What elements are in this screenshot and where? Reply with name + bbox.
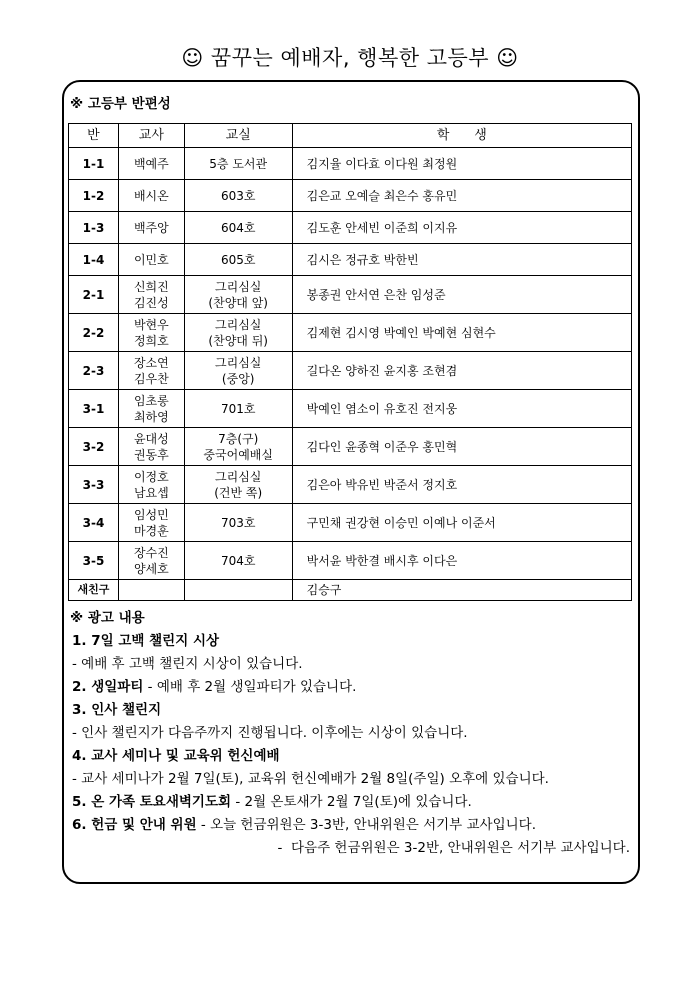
room-name: 605호 <box>220 252 256 267</box>
room-cell <box>184 276 292 314</box>
notice-line <box>72 791 632 814</box>
table-row <box>69 244 632 276</box>
room-cell <box>184 504 292 542</box>
room-name: 704호 <box>220 553 256 568</box>
teacher-cell <box>118 352 184 390</box>
students-cell: 봉종권 안서연 은찬 임성준 <box>292 276 631 314</box>
students-cell: 김제현 김시영 박예인 박예현 심현수 <box>292 314 631 352</box>
teacher-name: 장수진 <box>133 545 169 560</box>
teacher-cell <box>118 148 184 180</box>
teacher-name: 백주앙 <box>133 220 169 235</box>
room-cell <box>184 244 292 276</box>
table-header-row <box>69 124 632 148</box>
room-cell <box>184 180 292 212</box>
students-cell: 김도훈 안세빈 이준희 이지유 <box>292 212 631 244</box>
room-name: 603호 <box>220 188 256 203</box>
notices-list <box>72 630 632 860</box>
teacher-cell <box>118 212 184 244</box>
page-title: ☺ 꿈꾸는 예배자, 행복한 고등부 ☺ <box>181 46 519 70</box>
teacher-name: 박현우 <box>133 317 169 332</box>
teacher-name: 마경훈 <box>133 523 169 538</box>
table-row <box>69 504 632 542</box>
teacher-name: 이정호 <box>133 469 169 484</box>
teacher-name: 배시온 <box>133 188 169 203</box>
students-cell: 박서윤 박한결 배시후 이다은 <box>292 542 631 580</box>
notice-heading: 3. 인사 챌린지 <box>72 702 162 718</box>
teacher-name: 윤대성 <box>133 431 169 446</box>
teacher-cell <box>118 390 184 428</box>
teacher-name: 정희호 <box>133 333 169 348</box>
teacher-name: 임초롱 <box>133 393 169 408</box>
room-name: 701호 <box>220 401 256 416</box>
notice-text: - 예배 후 고백 챌린지 시상이 있습니다. <box>72 656 303 672</box>
table-row <box>69 542 632 580</box>
teacher-name: 양세호 <box>133 561 169 576</box>
students-cell: 김승구 <box>292 580 631 601</box>
notice-line <box>72 768 632 791</box>
class-number: 3-2 <box>69 428 119 466</box>
table-row <box>69 428 632 466</box>
teacher-name: 신희진 <box>133 279 169 294</box>
room-name: 604호 <box>220 220 256 235</box>
notice-heading: 5. 온 가족 토요새벽기도회 <box>72 794 232 810</box>
notices-section-title: ※ 광고 내용 <box>70 610 145 626</box>
table-row <box>69 352 632 390</box>
notice-line <box>72 814 632 837</box>
table-row <box>69 276 632 314</box>
teacher-name: 김우찬 <box>133 371 169 386</box>
class-number: 2-2 <box>69 314 119 352</box>
students-cell: 김지율 이다효 이다원 최정원 <box>292 148 631 180</box>
notice-text: - 예배 후 2월 생일파티가 있습니다. <box>143 679 357 695</box>
table-row <box>69 466 632 504</box>
class-number: 1-1 <box>69 148 119 180</box>
table-row <box>69 314 632 352</box>
room-cell <box>184 314 292 352</box>
notice-heading: 6. 헌금 및 안내 위원 <box>72 817 197 833</box>
students-cell: 김은교 오예슬 최은수 홍유민 <box>292 180 631 212</box>
teacher-name: 권동후 <box>133 447 169 462</box>
notice-heading: 4. 교사 세미나 및 교육위 헌신예배 <box>72 748 280 764</box>
notice-line <box>72 653 632 676</box>
notice-line <box>72 722 632 745</box>
teacher-name: 임성민 <box>133 507 169 522</box>
teacher-cell <box>118 504 184 542</box>
room-name: 중국어예배실 <box>203 447 273 462</box>
header-ban: 반 <box>69 124 119 148</box>
class-number: 3-4 <box>69 504 119 542</box>
class-number: 2-1 <box>69 276 119 314</box>
notice-text: - 교사 세미나가 2월 7일(토), 교육위 헌신예배가 2월 8일(주일) 오후에 있습니다. <box>72 771 549 787</box>
notice-text: - 다음주 헌금위원은 3-2반, 안내위원은 서기부 교사입니다. <box>277 840 630 856</box>
room-name: 703호 <box>220 515 256 530</box>
room-cell <box>184 466 292 504</box>
students-cell: 김다인 윤종혁 이준우 홍민혁 <box>292 428 631 466</box>
students-cell: 길다온 양하진 윤지홍 조현겸 <box>292 352 631 390</box>
room-name: (찬양대 뒤) <box>208 333 268 348</box>
class-number: 1-3 <box>69 212 119 244</box>
teacher-cell <box>118 580 184 601</box>
class-number: 3-3 <box>69 466 119 504</box>
room-name: 그리심실 <box>215 317 262 332</box>
room-name: 5층 도서관 <box>209 156 268 171</box>
teacher-cell <box>118 276 184 314</box>
roster-body <box>69 148 632 601</box>
teacher-cell <box>118 244 184 276</box>
notice-text: - 2월 온토새가 2월 7일(토)에 있습니다. <box>231 794 472 810</box>
class-number: 3-5 <box>69 542 119 580</box>
room-cell <box>184 542 292 580</box>
teacher-name: 김진성 <box>133 295 169 310</box>
header-students: 학 생 <box>292 124 631 148</box>
class-roster-table <box>68 123 632 601</box>
room-name: (건반 쪽) <box>214 485 263 500</box>
table-row <box>69 180 632 212</box>
teacher-cell <box>118 180 184 212</box>
class-number: 새친구 <box>69 580 119 601</box>
notice-heading: 2. 생일파티 <box>72 679 144 695</box>
room-name: 그리심실 <box>215 279 262 294</box>
room-name: 7층(구) <box>218 431 259 446</box>
room-cell <box>184 428 292 466</box>
table-row <box>69 580 632 601</box>
teacher-name: 최하영 <box>133 409 169 424</box>
room-name: 그리심실 <box>215 469 262 484</box>
class-number: 3-1 <box>69 390 119 428</box>
class-number: 1-4 <box>69 244 119 276</box>
notice-line <box>72 745 632 768</box>
room-cell <box>184 212 292 244</box>
teacher-name: 이민호 <box>133 252 169 267</box>
room-cell <box>184 580 292 601</box>
room-cell <box>184 390 292 428</box>
teacher-name: 장소연 <box>133 355 169 370</box>
teacher-cell <box>118 314 184 352</box>
teacher-cell <box>118 428 184 466</box>
room-name: (중앙) <box>221 371 255 386</box>
notice-text: - 오늘 헌금위원은 3-3반, 안내위원은 서기부 교사입니다. <box>196 817 537 833</box>
roster-section-title: ※ 고등부 반편성 <box>70 96 171 112</box>
students-cell: 구민채 권강현 이승민 이예나 이준서 <box>292 504 631 542</box>
notice-line <box>72 630 632 653</box>
header-room: 교실 <box>184 124 292 148</box>
notice-line <box>72 676 632 699</box>
class-number: 1-2 <box>69 180 119 212</box>
table-row <box>69 390 632 428</box>
notice-line <box>72 837 632 860</box>
teacher-name: 남요셉 <box>133 485 169 500</box>
table-row <box>69 148 632 180</box>
students-cell: 김은아 박유빈 박준서 정지호 <box>292 466 631 504</box>
class-number: 2-3 <box>69 352 119 390</box>
room-name: 그리심실 <box>215 355 262 370</box>
header-teacher: 교사 <box>118 124 184 148</box>
teacher-cell <box>118 542 184 580</box>
room-name: (찬양대 앞) <box>208 295 268 310</box>
notice-line <box>72 699 632 722</box>
table-row <box>69 212 632 244</box>
room-cell <box>184 352 292 390</box>
notice-text: - 인사 챌린지가 다음주까지 진행됩니다. 이후에는 시상이 있습니다. <box>72 725 468 741</box>
students-cell: 박예인 염소이 유호진 전지웅 <box>292 390 631 428</box>
teacher-cell <box>118 466 184 504</box>
teacher-name: 백예주 <box>133 156 169 171</box>
room-cell <box>184 148 292 180</box>
students-cell: 김시은 정규호 박한빈 <box>292 244 631 276</box>
notice-heading: 1. 7일 고백 챌린지 시상 <box>72 633 220 649</box>
